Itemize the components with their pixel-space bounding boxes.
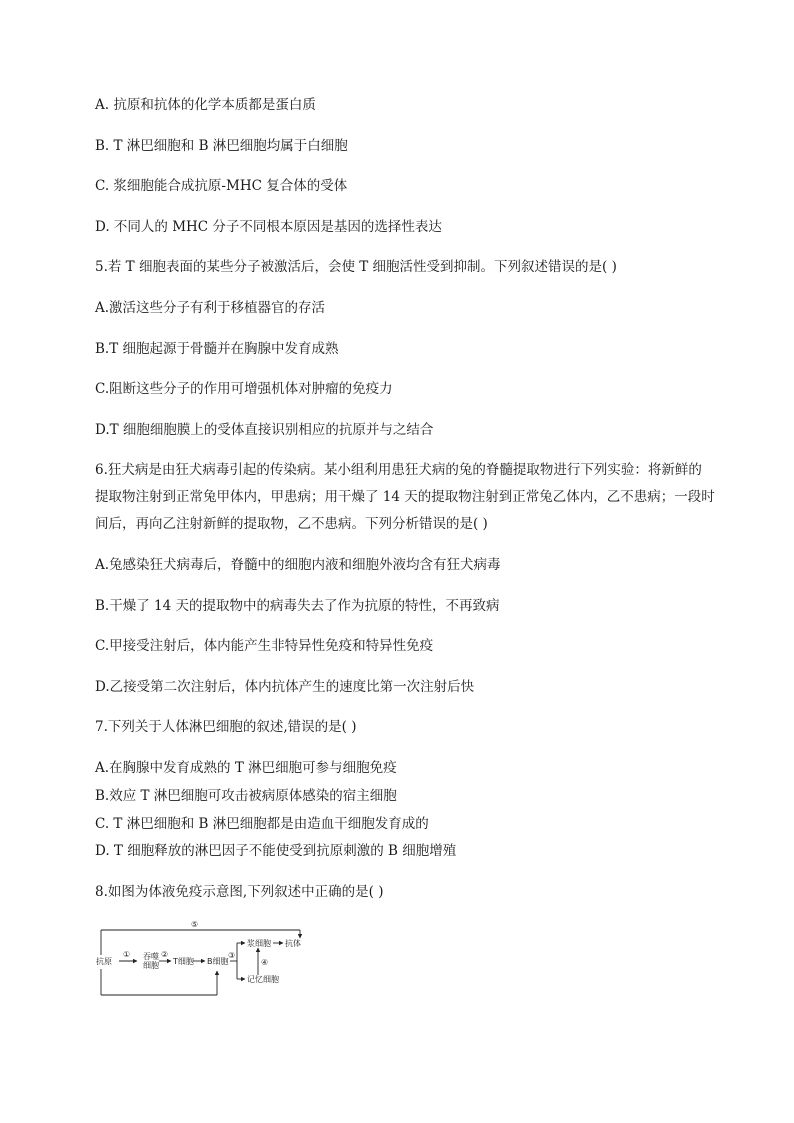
label-step-2: ② xyxy=(161,950,169,959)
q6-option-a: A.兔感染狂犬病毒后，脊髓中的细胞内液和细胞外液均含有狂犬病毒 xyxy=(95,557,501,573)
q5-option-b: B.T 细胞起源于骨髓并在胸腺中发育成熟 xyxy=(95,341,339,357)
node-phagocyte-2: 细胞 xyxy=(143,961,159,970)
q6-stem: 6.狂犬病是由狂犬病毒引起的传染病。某小组利用患狂犬病的兔的脊髓提取物进行下列实验：将新鲜的提取物注射到正常兔甲体内，甲患病；用干燥了 14 天的提取物注射到正常兔乙体内，乙不患病；一段时间后，再向乙注射新鲜的提取物，乙不患病。下列分析错误的是( ) xyxy=(95,462,715,532)
q7-option-d: D. T 细胞释放的淋巴因子不能使受到抗原刺激的 B 细胞增殖 xyxy=(95,843,457,859)
q4-option-d: D. 不同人的 MHC 分子不同根本原因是基因的选择性表达 xyxy=(95,219,442,235)
q7-option-c: C. T 淋巴细胞和 B 淋巴细胞都是由造血干细胞发育成的 xyxy=(95,816,429,832)
label-step-3: ③ xyxy=(228,951,236,960)
q7-stem: 7.下列关于人体淋巴细胞的叙述,错误的是( ) xyxy=(95,719,357,735)
q4-option-a: A. 抗原和抗体的化学本质都是蛋白质 xyxy=(95,97,316,113)
q6-option-d: D.乙接受第二次注射后，体内抗体产生的速度比第一次注射后快 xyxy=(95,679,475,695)
label-step-4: ④ xyxy=(261,958,269,967)
node-phagocyte-1: 吞噬 xyxy=(143,952,159,961)
q6-option-b: B.干燥了 14 天的提取物中的病毒失去了作为抗原的特性，不再致病 xyxy=(95,598,500,614)
node-memory-cell: 记忆细胞 xyxy=(247,975,279,984)
humoral-immunity-diagram xyxy=(95,915,335,1000)
q7-option-b: B.效应 T 淋巴细胞可攻击被病原体感染的宿主细胞 xyxy=(95,788,397,804)
node-antibody: 抗体 xyxy=(285,939,301,948)
q5-stem: 5.若 T 细胞表面的某些分子被激活后，会使 T 细胞活性受到抑制。下列叙述错误的是( ) xyxy=(95,259,617,275)
label-step-1: ① xyxy=(123,950,131,959)
node-b-cell: B细胞 xyxy=(207,957,229,966)
q5-option-a: A.激活这些分子有利于移植器官的存活 xyxy=(95,300,326,316)
node-antigen: 抗原 xyxy=(96,957,112,966)
q4-option-c: C. 浆细胞能合成抗原-MHC 复合体的受体 xyxy=(95,178,348,194)
q5-option-c: C.阻断这些分子的作用可增强机体对肿瘤的免疫力 xyxy=(95,381,393,397)
q4-option-b: B. T 淋巴细胞和 B 淋巴细胞均属于白细胞 xyxy=(95,138,348,154)
node-plasma-cell: 浆细胞 xyxy=(247,939,271,948)
q8-stem: 8.如图为体液免疫示意图,下列叙述中正确的是( ) xyxy=(95,884,384,900)
q7-option-a: A.在胸腺中发育成熟的 T 淋巴细胞可参与细胞免疫 xyxy=(95,760,397,776)
q6-option-c: C.甲接受注射后，体内能产生非特异性免疫和特异性免疫 xyxy=(95,638,434,654)
label-step-5: ⑤ xyxy=(191,920,199,929)
q5-option-d: D.T 细胞细胞膜上的受体直接识别相应的抗原并与之结合 xyxy=(95,422,434,438)
node-t-cell: T细胞 xyxy=(173,957,194,966)
